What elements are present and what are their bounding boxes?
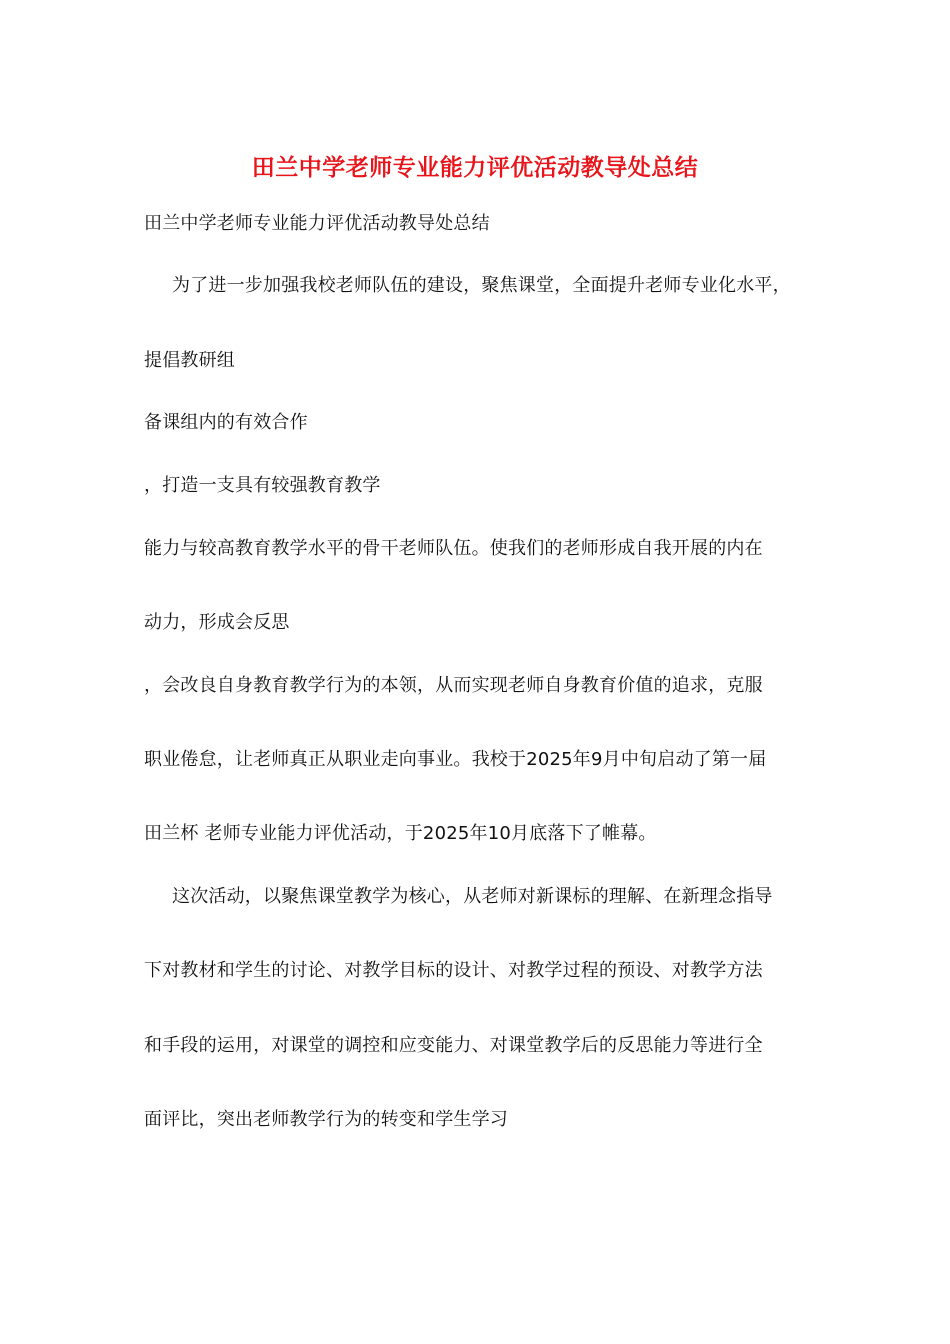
paragraph-line: 动力，形成会反思: [144, 612, 290, 633]
paragraph-line: 能力与较高教育教学水平的骨干老师队伍。使我们的老师形成自我开展的内在: [144, 538, 763, 559]
paragraph-line: 这次活动，以聚焦课堂教学为核心，从老师对新课标的理解、在新理念指导: [172, 886, 773, 907]
document-title: 田兰中学老师专业能力评优活动教导处总结: [251, 155, 699, 181]
paragraph-line: 为了进一步加强我校老师队伍的建设，聚焦课堂，全面提升老师专业化水平，: [172, 275, 791, 296]
paragraph-line: 和手段的运用，对课堂的调控和应变能力、对课堂教学后的反思能力等进行全: [144, 1035, 763, 1056]
paragraph-line: 备课组内的有效合作: [144, 412, 308, 433]
paragraph-line: 下对教材和学生的讨论、对教学目标的设计、对教学过程的预设、对教学方法: [144, 960, 763, 981]
subtitle-line: 田兰中学老师专业能力评优活动教导处总结: [144, 213, 490, 234]
paragraph-line: ，打造一支具有较强教育教学: [144, 475, 381, 496]
paragraph-line: 田兰杯 老师专业能力评优活动，于2025年10月底落下了帷幕。: [144, 823, 657, 844]
paragraph-line: 职业倦怠，让老师真正从职业走向事业。我校于2025年9月中旬启动了第一届: [144, 749, 767, 770]
paragraph-line: 面评比，突出老师教学行为的转变和学生学习: [144, 1109, 508, 1130]
paragraph-line: 提倡教研组: [144, 350, 235, 371]
paragraph-line: ，会改良自身教育教学行为的本领，从而实现老师自身教育价值的追求，克服: [144, 675, 763, 696]
